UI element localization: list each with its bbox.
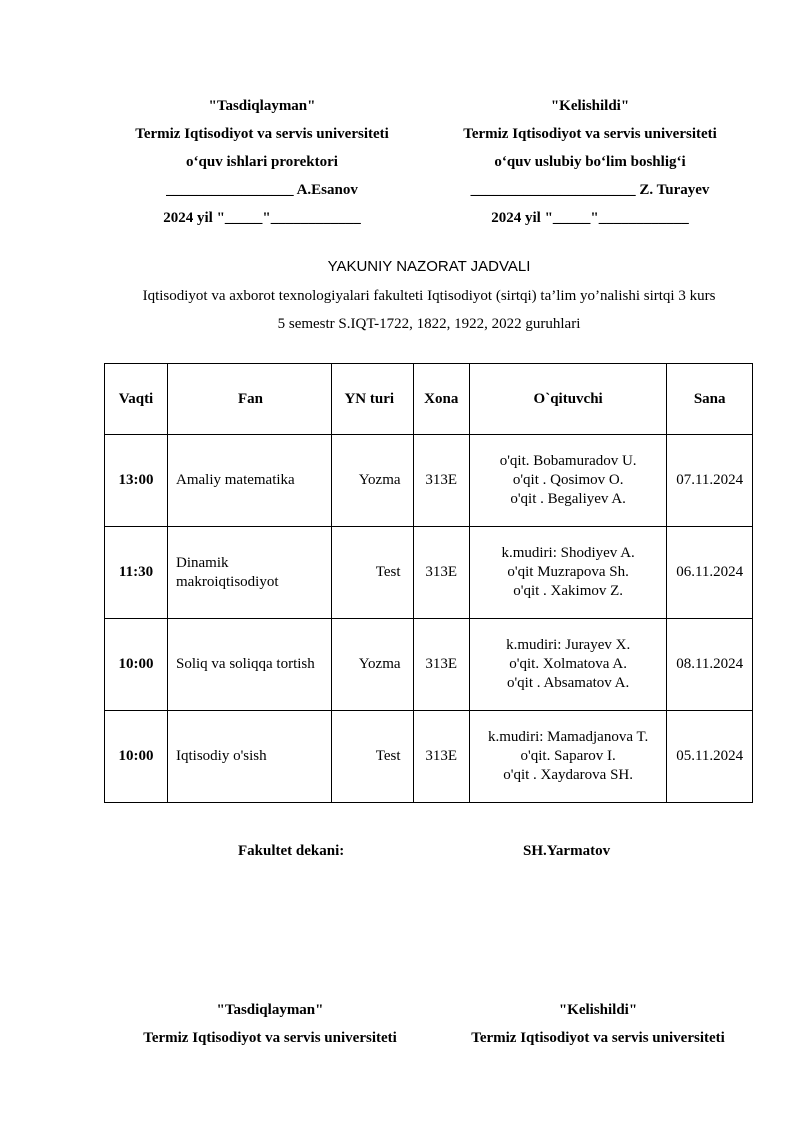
- cell-time: 13:00: [105, 435, 168, 527]
- approval-heading: "Kelishildi": [558, 1002, 638, 1018]
- approval-org: Termiz Iqtisodiyot va servis universiteti: [135, 126, 389, 142]
- teacher-name: k.mudiri: Jurayev X.: [506, 637, 631, 653]
- teacher-name: o'qit. Bobamuradov U.: [499, 453, 637, 469]
- cell-date: 08.11.2024: [667, 619, 753, 711]
- approval-block-left: [92, 92, 432, 232]
- cell-subject: Dinamik makroiqtisodiyot: [168, 527, 332, 619]
- teacher-name: k.mudiri: Shodiyev A.: [501, 545, 635, 561]
- table-row: [105, 435, 753, 527]
- approval-position: o‘quv ishlari prorektori: [186, 154, 338, 170]
- cell-teachers: [469, 711, 666, 803]
- cell-date: 07.11.2024: [667, 435, 753, 527]
- cell-date: 05.11.2024: [667, 711, 753, 803]
- column-header-subject: Fan: [168, 364, 332, 435]
- table-header-row: [105, 364, 753, 435]
- cell-subject: Iqtisodiy o'sish: [168, 711, 332, 803]
- approval-date: 2024 yil "_____"____________: [491, 210, 689, 226]
- approval-org: Termiz Iqtisodiyot va servis universiteti: [471, 1030, 725, 1046]
- cell-teachers: [469, 527, 666, 619]
- cell-exam-type: Test: [331, 527, 413, 619]
- teacher-name: o'qit . Absamatov A.: [506, 675, 630, 691]
- cell-exam-type: Test: [331, 711, 413, 803]
- approval-block-left-bottom: [100, 996, 440, 1052]
- document-subtitle-line2: 5 semestr S.IQT-1722, 1822, 1922, 2022 guruhlari: [277, 316, 581, 332]
- approval-org: Termiz Iqtisodiyot va servis universiteti: [143, 1030, 397, 1046]
- document-subtitle-line1: Iqtisodiyot va axborot texnologiyalari fakulteti Iqtisodiyot (sirtqi) ta’lim yo’nalishi sirtqi 3 kurs: [142, 288, 716, 304]
- cell-room: 313E: [413, 619, 469, 711]
- approval-heading: "Tasdiqlayman": [216, 1002, 324, 1018]
- table-row: [105, 619, 753, 711]
- approval-heading: "Kelishildi": [550, 98, 630, 114]
- teacher-name: o'qit . Qosimov O.: [512, 472, 624, 488]
- teacher-name: o'qit . Begaliyev A.: [510, 491, 626, 507]
- document-title: YAKUNIY NAZORAT JADVALI: [327, 258, 531, 275]
- column-header-type: YN turi: [331, 364, 413, 435]
- approval-heading: "Tasdiqlayman": [208, 98, 316, 114]
- teacher-name: o'qit . Xakimov Z.: [513, 583, 624, 599]
- approval-org: Termiz Iqtisodiyot va servis universiteti: [463, 126, 717, 142]
- exam-schedule-table: [104, 363, 753, 803]
- cell-subject: Amaliy matematika: [168, 435, 332, 527]
- cell-room: 313E: [413, 435, 469, 527]
- teacher-name: o'qit. Saparov I.: [520, 748, 616, 764]
- approval-block-right-bottom: [428, 996, 768, 1052]
- cell-teachers: [469, 619, 666, 711]
- cell-teachers: [469, 435, 666, 527]
- teacher-name: o'qit. Xolmatova A.: [509, 656, 627, 672]
- dean-name: SH.Yarmatov: [523, 843, 611, 859]
- cell-date: 06.11.2024: [667, 527, 753, 619]
- teacher-name: k.mudiri: Mamadjanova T.: [488, 729, 649, 745]
- cell-exam-type: Yozma: [331, 619, 413, 711]
- cell-exam-type: Yozma: [331, 435, 413, 527]
- cell-time: 10:00: [105, 711, 168, 803]
- approval-signature: _________________ A.Esanov: [166, 182, 358, 198]
- column-header-date: Sana: [667, 364, 753, 435]
- cell-room: 313E: [413, 527, 469, 619]
- column-header-teacher: O`qituvchi: [469, 364, 666, 435]
- column-header-room: Xona: [413, 364, 469, 435]
- approval-signature: ______________________ Z. Turayev: [470, 182, 710, 198]
- approval-position: o‘quv uslubiy bo‘lim boshlig‘i: [494, 154, 686, 170]
- approval-block-right: [425, 92, 755, 232]
- approval-date: 2024 yil "_____"____________: [163, 210, 361, 226]
- teacher-name: o'qit . Xaydarova SH.: [503, 767, 634, 783]
- cell-subject: Soliq va soliqqa tortish: [168, 619, 332, 711]
- table-row: [105, 527, 753, 619]
- column-header-time: Vaqti: [105, 364, 168, 435]
- table-row: [105, 711, 753, 803]
- cell-time: 11:30: [105, 527, 168, 619]
- teacher-name: o'qit Muzrapova Sh.: [507, 564, 629, 580]
- cell-time: 10:00: [105, 619, 168, 711]
- cell-room: 313E: [413, 711, 469, 803]
- dean-role-label: Fakultet dekani:: [238, 843, 345, 859]
